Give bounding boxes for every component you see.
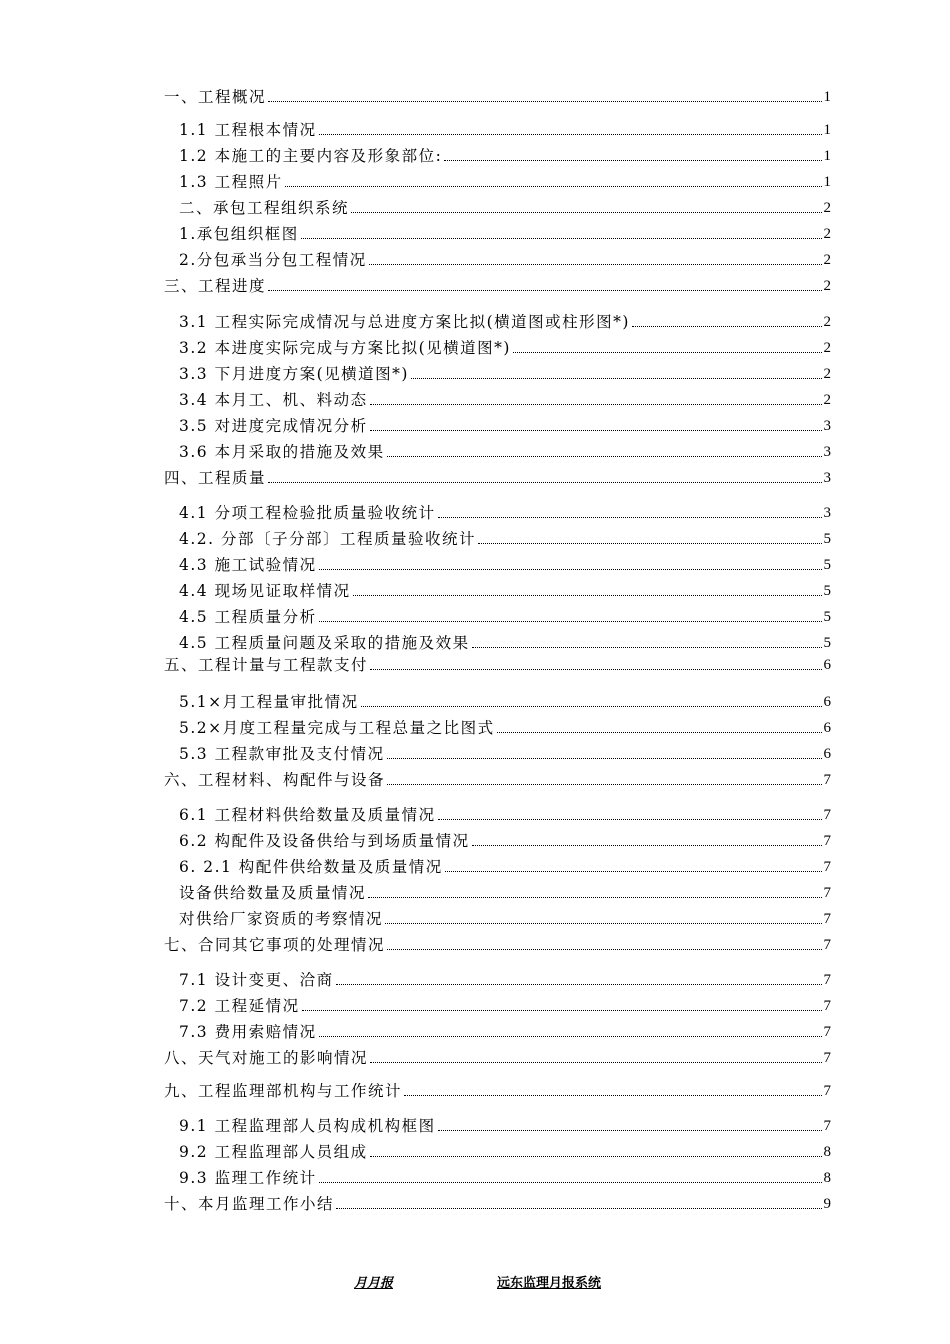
toc-entry[interactable] [179,967,831,989]
toc-entry[interactable] [179,439,831,461]
toc-page-number: 3 [823,505,831,521]
toc-entry-title: 2.分包承当分包工程情况 [179,251,367,269]
toc-entry[interactable] [179,413,831,435]
toc-dot-leader [385,922,821,924]
toc-entry-title: 1.1 工程根本情况 [179,121,317,139]
toc-entry[interactable] [179,221,831,243]
toc-page-number: 6 [823,657,831,673]
toc-page-number: 7 [823,1024,831,1040]
toc-dot-leader [361,705,822,707]
toc-dot-leader [370,429,822,431]
toc-entry[interactable] [179,1019,831,1041]
toc-entry-title: 3.2 本进度实际完成与方案比拟(见横道图*) [179,339,511,357]
toc-entry-title: 3.5 对进度完成情况分析 [179,417,368,435]
toc-dot-leader [404,1094,821,1096]
toc-entry-title: 7.3 费用索赔情况 [179,1023,317,1041]
toc-entry[interactable] [179,552,831,574]
toc-entry-title: 7.1 设计变更、洽商 [179,971,334,989]
toc-page-number: 7 [823,859,831,875]
toc-dot-leader [438,818,822,820]
toc-page-number: 7 [823,1083,831,1099]
toc-page-number: 6 [823,720,831,736]
toc-page-number: 7 [823,1118,831,1134]
toc-entry-title: 5.3 工程款审批及支付情况 [179,745,385,763]
toc-dot-leader [438,1129,822,1131]
toc-page-number: 1 [823,148,831,164]
toc-page-number: 7 [823,885,831,901]
toc-dot-leader [268,481,821,483]
toc-entry-title: 1.承包组织框图 [179,225,299,243]
toc-entry[interactable] [179,1113,831,1135]
toc-page-number: 5 [823,609,831,625]
toc-entry[interactable] [164,932,831,954]
toc-dot-leader [387,948,821,950]
toc-page-number: 2 [823,200,831,216]
toc-page-number: 5 [823,583,831,599]
toc-dot-leader [387,783,821,785]
toc-entry[interactable] [179,335,831,357]
toc-entry[interactable] [179,993,831,1015]
toc-page-number: 7 [823,911,831,927]
toc-entry-title: 9.2 工程监理部人员组成 [179,1143,368,1161]
toc-dot-leader [472,844,822,846]
toc-entry-title: 9.3 监理工作统计 [179,1169,317,1187]
toc-entry[interactable] [179,604,831,626]
toc-dot-leader [268,289,821,291]
toc-page-number: 7 [823,1050,831,1066]
toc-entry-title: 3.1 工程实际完成情况与总进度方案比拟(横道图或柱形图*) [179,313,630,331]
toc-entry[interactable] [179,689,831,711]
toc-dot-leader [370,668,821,670]
toc-entry[interactable] [179,117,831,139]
toc-entry-title: 八、天气对施工的影响情况 [164,1049,369,1067]
toc-entry-title: 3.4 本月工、机、料动态 [179,391,368,409]
toc-entry-title: 7.2 工程延情况 [179,997,300,1015]
page-footer [0,1272,950,1292]
toc-entry-title: 6. 2.1 构配件供给数量及质量情况 [179,858,443,876]
toc-dot-leader [369,263,822,265]
toc-dot-leader [319,133,822,135]
toc-entry[interactable] [179,1165,831,1187]
toc-dot-leader [445,870,822,872]
toc-entry-title: 对供给厂家资质的考察情况 [179,910,384,928]
toc-dot-leader [513,351,822,353]
toc-dot-leader [301,237,822,239]
toc-entry-title: 3.3 下月进度方案(见横道图*) [179,365,409,383]
toc-entry[interactable] [164,767,831,789]
toc-page-number: 7 [823,998,831,1014]
toc-entry-title: 3.6 本月采取的措施及效果 [179,443,385,461]
toc-dot-leader [632,325,822,327]
toc-entry-title: 9.1 工程监理部人员构成机构框图 [179,1117,436,1135]
toc-dot-leader [302,1009,822,1011]
toc-page-number: 5 [823,531,831,547]
toc-entry-title: 设备供给数量及质量情况 [179,884,367,902]
toc-page-number: 2 [823,278,831,294]
toc-entry-title: 4.3 施工试验情况 [179,556,317,574]
toc-page-number: 2 [823,392,831,408]
toc-dot-leader [353,594,822,596]
toc-page-number: 6 [823,694,831,710]
toc-dot-leader [336,1207,821,1209]
toc-entry[interactable] [164,652,831,674]
toc-dot-leader [319,620,822,622]
toc-entry[interactable] [164,273,831,295]
toc-entry[interactable] [179,309,831,331]
footer-system-name: 远东监理月报系统 [497,1276,602,1291]
toc-dot-leader [368,896,821,898]
toc-entry-title: 5.1×月工程量审批情况 [179,693,359,711]
toc-entry-title: 七、合同其它事项的处理情况 [164,936,386,954]
toc-page-number: 8 [823,1170,831,1186]
toc-dot-leader [336,983,822,985]
toc-page-number: 2 [823,226,831,242]
toc-dot-leader [285,185,822,187]
toc-entry-title: 4.2. 分部〔子分部〕工程质量验收统计 [179,530,477,548]
toc-entry-title: 4.5 工程质量问题及采取的措施及效果 [179,634,470,652]
toc-entry[interactable] [164,1191,831,1213]
toc-entry-title: 二、承包工程组织系统 [179,199,350,217]
toc-page-number: 8 [823,1144,831,1160]
toc-dot-leader [319,1181,822,1183]
toc-entry[interactable] [164,465,831,487]
toc-dot-leader [387,455,822,457]
toc-entry[interactable] [179,715,831,737]
toc-page-number: 2 [823,314,831,330]
toc-page-number: 7 [823,833,831,849]
toc-entry[interactable] [179,195,831,217]
toc-entry[interactable] [179,578,831,600]
toc-page-number: 7 [823,972,831,988]
toc-dot-leader [411,377,822,379]
toc-dot-leader [268,100,821,102]
toc-page-number: 2 [823,340,831,356]
toc-page-number: 1 [823,122,831,138]
toc-page-number: 1 [823,89,831,105]
toc-dot-leader [351,211,821,213]
toc-dot-leader [497,731,822,733]
toc-dot-leader [319,568,822,570]
toc-page-number: 5 [823,557,831,573]
toc-page-number: 7 [823,937,831,953]
toc-dot-leader [438,516,822,518]
toc-page-number: 3 [823,444,831,460]
footer-report-label: 月月报 [354,1276,394,1291]
toc-entry[interactable] [164,1045,831,1067]
toc-entry-title: 六、工程材料、构配件与设备 [164,771,386,789]
toc-entry[interactable] [179,361,831,383]
toc-entry[interactable] [164,1078,831,1100]
toc-dot-leader [370,1061,821,1063]
toc-page-number: 3 [823,418,831,434]
toc-dot-leader [472,646,822,648]
toc-page-number: 7 [823,807,831,823]
toc-entry[interactable] [179,828,831,850]
toc-entry-title: 4.4 现场见证取样情况 [179,582,351,600]
toc-entry[interactable] [179,630,831,652]
toc-entry-title: 6.1 工程材料供给数量及质量情况 [179,806,436,824]
toc-entry[interactable] [179,854,831,876]
toc-page-number: 3 [823,470,831,486]
toc-entry-title: 6.2 构配件及设备供给与到场质量情况 [179,832,470,850]
toc-page-number: 5 [823,635,831,651]
toc-entry-title: 4.1 分项工程检验批质量验收统计 [179,504,436,522]
toc-page-number: 9 [823,1196,831,1212]
toc-entry[interactable] [179,247,831,269]
toc-entry-title: 1.2 本施工的主要内容及形象部位: [179,147,443,165]
toc-entry[interactable] [179,169,831,191]
toc-dot-leader [370,1155,822,1157]
toc-entry-title: 十、本月监理工作小结 [164,1195,335,1213]
toc-dot-leader [387,757,822,759]
toc-entry[interactable] [179,802,831,824]
toc-entry-title: 一、工程概况 [164,88,267,106]
toc-dot-leader [370,403,822,405]
toc-entry-title: 三、工程进度 [164,277,267,295]
toc-entry-title: 五、工程计量与工程款支付 [164,656,369,674]
toc-dot-leader [444,159,821,161]
toc-entry-title: 九、工程监理部机构与工作统计 [164,1082,403,1100]
toc-entry[interactable] [179,1139,831,1161]
toc-entry[interactable] [179,387,831,409]
toc-entry-title: 四、工程质量 [164,469,267,487]
toc-dot-leader [319,1035,822,1037]
toc-entry[interactable] [164,84,831,106]
toc-entry[interactable] [179,143,831,165]
toc-entry-title: 1.3 工程照片 [179,173,283,191]
toc-page-number: 6 [823,746,831,762]
toc-page-number: 7 [823,772,831,788]
toc-dot-leader [478,542,821,544]
toc-entry[interactable] [179,906,831,928]
toc-entry[interactable] [179,526,831,548]
toc-entry[interactable] [179,500,831,522]
toc-page-number: 2 [823,252,831,268]
toc-entry[interactable] [179,880,831,902]
toc-page-number: 2 [823,366,831,382]
toc-entry-title: 4.5 工程质量分析 [179,608,317,626]
toc-page-number: 1 [823,174,831,190]
toc-entry[interactable] [179,741,831,763]
toc-entry-title: 5.2×月度工程量完成与工程总量之比图式 [179,719,495,737]
